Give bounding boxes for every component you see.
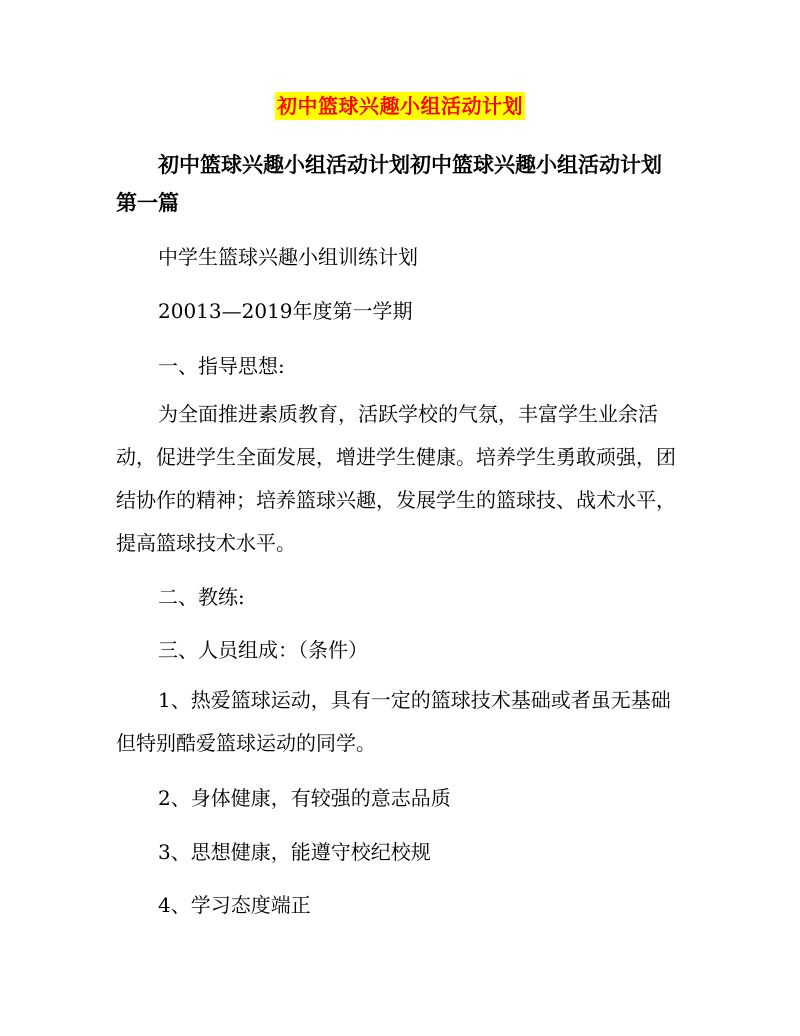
heading-line-2: 第一篇 bbox=[116, 190, 179, 215]
document-title: 初中篮球兴趣小组活动计划 bbox=[277, 94, 523, 118]
paragraph-term: 20013—2019年度第一学期 bbox=[158, 299, 413, 323]
paragraph-coach-heading: 二、教练: bbox=[158, 585, 245, 609]
paragraph-plan-name: 中学生篮球兴趣小组训练计划 bbox=[158, 245, 418, 269]
paragraph-condition-1: 1、热爱篮球运动，具有一定的篮球技术基础或者虽无基础但特别酷爱篮球运动的同学。 bbox=[116, 688, 671, 755]
title-container bbox=[0, 92, 800, 120]
paragraph-guiding-heading: 一、指导思想: bbox=[158, 354, 285, 378]
paragraph-condition-3: 3、思想健康，能遵守校纪校规 bbox=[158, 840, 431, 864]
paragraph-condition-4: 4、学习态度端正 bbox=[158, 893, 311, 917]
section-heading bbox=[116, 146, 696, 222]
paragraph-members-heading: 三、人员组成：（条件） bbox=[158, 638, 368, 662]
paragraph-condition-2: 2、身体健康，有较强的意志品质 bbox=[158, 786, 451, 810]
heading-line-1: 初中篮球兴趣小组活动计划初中篮球兴趣小组活动计划 bbox=[158, 152, 662, 177]
paragraph-guiding-body: 为全面推进素质教育，活跃学校的气氛，丰富学生业余活动，促进学生全面发展，增进学生健康。培养学生勇敢顽强，团结协作的精神；培养篮球兴趣，发展学生的篮球技、战术水平，提高篮球技术水平。 bbox=[116, 402, 676, 555]
